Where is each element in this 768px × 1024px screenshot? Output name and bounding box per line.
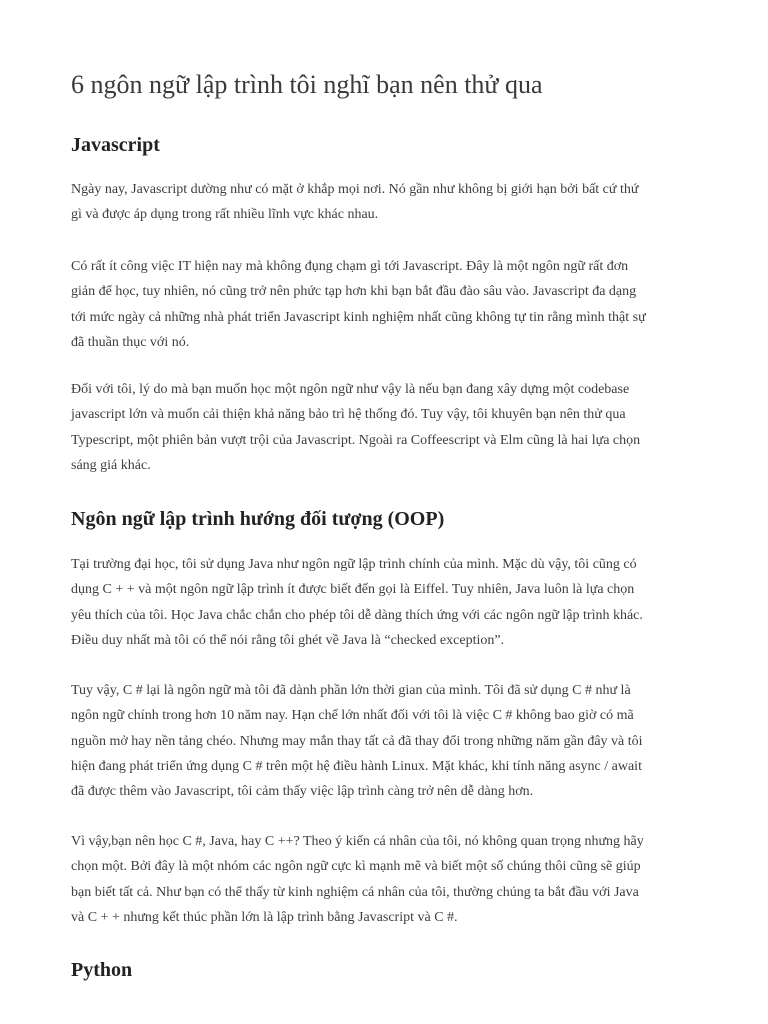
paragraph-line: javascript lớn và muốn cải thiện khả năng bảo trì hệ thống đó. Tuy vậy, tôi khuyên bạn nên thử qua xyxy=(71,407,626,423)
paragraph-line: bạn biết tất cả. Như bạn có thể thấy từ kinh nghiệm cá nhân của tôi, thường chúng ta bắt đầu với Java xyxy=(71,884,639,900)
paragraph xyxy=(71,177,701,228)
paragraph xyxy=(71,254,701,355)
paragraph xyxy=(71,829,701,930)
paragraph-line: Vì vậy,bạn nên học C #, Java, hay C ++? Theo ý kiến cá nhân của tôi, nó không quan trọng nhưng hãy xyxy=(71,834,644,849)
paragraph-line: Tại trường đại học, tôi sử dụng Java như ngôn ngữ lập trình chính của mình. Mặc dù vậy, tôi cũng có xyxy=(71,557,637,572)
paragraph-line: hiện đang phát triển ứng dụng C # trên một hệ điều hành Linux. Mặt khác, khi tính năng async / await xyxy=(71,758,642,774)
paragraph-line: đã thuần thục với nó. xyxy=(71,334,190,350)
paragraph-line: Điều duy nhất mà tôi có thể nói rằng tôi ghét về Java là “checked exception”. xyxy=(71,632,505,648)
section-heading-oop: Ngôn ngữ lập trình hướng đối tượng (OOP) xyxy=(71,508,445,530)
paragraph xyxy=(71,377,701,478)
paragraph-line: và C + + nhưng kết thúc phần lớn là lập trình bằng Javascript và C #. xyxy=(71,909,458,925)
paragraph-line: Có rất ít công việc IT hiện nay mà không đụng chạm gì tới Javascript. Đây là một ngôn ngữ rất đơn xyxy=(71,259,629,274)
section-heading-javascript: Javascript xyxy=(71,134,160,156)
paragraph-line: tới mức ngày cả những nhà phát triển Javascript kinh nghiệm nhất cũng không tự tin rằng mình thật sự xyxy=(71,309,646,325)
paragraph-line: yêu thích của tôi. Học Java chắc chắn cho phép tôi dễ dàng thích ứng với các ngôn ngữ lập trình khác. xyxy=(71,607,643,623)
paragraph-line: đã được thêm vào Javascript, tôi cảm thấy việc lập trình càng trở nên dễ dàng hơn. xyxy=(71,784,534,800)
paragraph xyxy=(71,678,701,804)
paragraph-line: ngôn ngữ chính trong hơn 10 năm nay. Hạn chế lớn nhất đối với tôi là việc C # không bao giờ có mã xyxy=(71,708,634,724)
paragraph-line: gì và được áp dụng trong rất nhiều lĩnh vực khác nhau. xyxy=(71,207,379,223)
paragraph-line: giản để học, tuy nhiên, nó cũng trở nên phức tạp hơn khi bạn bắt đầu đào sâu vào. Javascript đa dạng xyxy=(71,284,637,300)
paragraph-line: chọn một. Bởi đây là một nhóm các ngôn ngữ cực kì mạnh mẽ và biết một số chúng thôi cũng sẽ giúp xyxy=(71,859,641,875)
paragraph-line: Tuy vậy, C # lại là ngôn ngữ mà tôi đã dành phần lớn thời gian của mình. Tôi đã sử dụng C # như là xyxy=(71,683,631,698)
section-heading-python: Python xyxy=(71,959,133,981)
paragraph-line: Typescript, một phiên bản vượt trội của Javascript. Ngoài ra Coffeescript và Elm cũng là hai lựa chọn xyxy=(71,432,641,448)
document-title: 6 ngôn ngữ lập trình tôi nghĩ bạn nên thử qua xyxy=(71,70,543,99)
paragraph-line: sáng giá khác. xyxy=(71,457,151,473)
paragraph-line: dụng C + + và một ngôn ngữ lập trình ít được biết đến gọi là Eiffel. Tuy nhiên, Java luôn là lựa chọn xyxy=(71,582,635,598)
paragraph-line: Đối với tôi, lý do mà bạn muốn học một ngôn ngữ như vậy là nếu bạn đang xây dựng một codebase xyxy=(71,382,630,397)
paragraph xyxy=(71,552,701,653)
paragraph-line: Ngày nay, Javascript dường như có mặt ở khắp mọi nơi. Nó gần như không bị giới hạn bởi bất cứ thứ xyxy=(71,182,639,197)
paragraph-line: nguồn mở hay nền tảng chéo. Nhưng may mắn thay tất cả đã thay đổi trong những năm gần đây và tôi xyxy=(71,733,643,749)
